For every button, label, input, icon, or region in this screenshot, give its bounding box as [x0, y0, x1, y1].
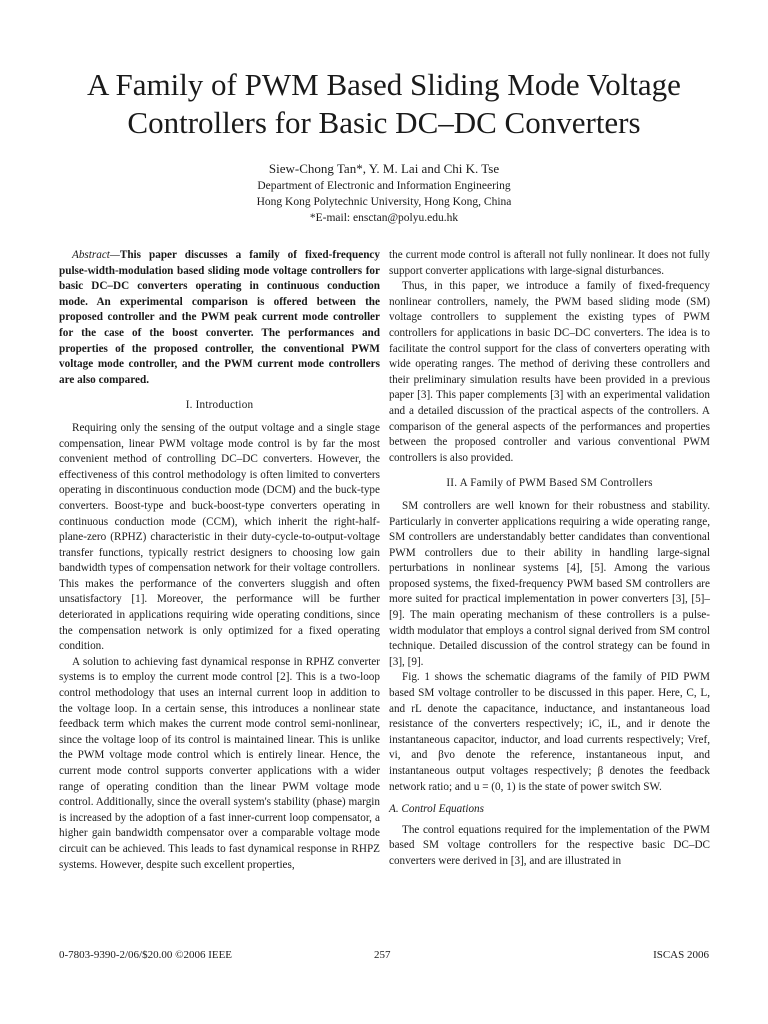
section2-paragraph-2: Fig. 1 shows the schematic diagrams of the family of PID PWM based SM voltage controller to be discussed in this paper. Here, C, L, and rL denote the capacitance, inductance, and instantaneous load resistance of the converters respectively; iC, iL, and ir denote the instantaneous capacitor, inductor, and load currents respectively; Vref, vi, and βvo denote the reference, instantaneous input, and instantaneous output voltages respectively; β denotes the feedback network ratio; and u = (0, 1) is the state of power switch SW.	[389, 671, 710, 793]
affiliation-department: Department of Electronic and Information Engineering	[257, 180, 511, 192]
title-line-2: Controllers for Basic DC–DC Converters	[127, 105, 641, 140]
intro-paragraph-3: the current mode control is afterall not fully nonlinear. It does not fully support converter applications with large-signal disturbances.	[389, 249, 710, 277]
abstract	[59, 248, 380, 388]
affiliation-email: *E-mail: ensctan@polyu.edu.hk	[309, 212, 459, 224]
subsection-a-paragraph-1: The control equations required for the implementation of the PWM based SM voltage controllers for the respective basic DC–DC converters were derived in [3], and are illustrated in	[389, 823, 710, 867]
footer-conference: ISCAS 2006	[653, 949, 709, 961]
subsection-heading-control-equations: A. Control Equations	[389, 803, 484, 816]
author-list: Siew-Chong Tan*, Y. M. Lai and Chi K. Tse	[268, 161, 500, 176]
footer-copyright: 0-7803-9390-2/06/$20.00 ©2006 IEEE	[59, 949, 233, 961]
right-column	[389, 248, 710, 870]
intro-paragraph-2: A solution to achieving fast dynamical response in RPHZ converter systems is to employ the current mode control [2]. This is a two-loop control methodology that uses an internal current loop in addition to the voltage loop. In a certain sense, this introduces a nonlinear state feedback term which makes the current mode control semi-nonlinear, since the voltage loop of its control is maintained linear. This is unlike the PWM voltage mode control which is entirely linear. Hence, the current mode control supports converter applications with a wider range of operating condition than the linear PWM voltage mode control. Additionally, since the overall system's stability (phase) margin is increased by the adoption of a fast inner-current loop compensator, a higher gain bandwidth compensator over a comparable voltage mode circuit can be achieved. This leads to fast dynamical response in RHPZ systems. However, despite such excellent properties,	[59, 655, 380, 871]
paper-title	[40, 66, 728, 142]
section-heading-family: II. A Family of PWM Based SM Controllers	[446, 477, 653, 490]
intro-paragraph-1: Requiring only the sensing of the output voltage and a single stage compensation, linear PWM voltage mode control is by far the most convenient method of controlling DC–DC converters. However, the effectiveness of this control methodology is often limited to converters operating in discontinuous conduction mode (DCM) and the buck-type converters. Boost-type and buck-boost-type converters operating in continuous conduction mode (CCM), which inherit the right-half-plane-zero (RPHZ) characteristic in their duty-cycle-to-output-voltage transfer functions, typically restrict designers to choosing low gain bandwidth types of compensation network for their voltage controllers. This makes the performance of the converters sluggish and often unsatisfactory [1]. Moreover, the performance will be further deteriorated in applications requiring wide operating conditions, since the compensation network is only optimized for a fixed operating condition.	[59, 421, 380, 653]
abstract-text: This paper discusses a family of fixed-frequency pulse-width-modulation based sliding mode voltage controllers for basic DC–DC converters operating in continuous conduction mode. An experimental comparison is offered between the proposed controller and the PWM peak current mode controller for the case of the boost converter. The performances and properties of the proposed controller, the conventional PWM voltage mode controller, and the PWM current mode controllers are also compared.	[59, 249, 380, 386]
section2-paragraph-1: SM controllers are well known for their robustness and stability. Particularly in converter applications requiring a wide operating range, SM controllers are understandably better candidates than conventional PWM controllers due to their ability in handling large-signal perturbations in nonlinear systems [4], [5]. Among the various proposed systems, the fixed-frequency PWM based SM controllers are more suited for practical implementation in power converters [3], [5]–[9]. The main operating mechanism of these controllers is a pulse-width modulator that employs a control signal derived from SM control technique. Detailed discussion of the control strategy can be found in [3], [9].	[389, 499, 710, 668]
page-number: 257	[374, 949, 391, 961]
affiliation-university: Hong Kong Polytechnic University, Hong Kong, China	[256, 196, 512, 208]
title-line-1: A Family of PWM Based Sliding Mode Voltage	[87, 67, 681, 102]
affiliation	[40, 178, 728, 226]
left-column	[59, 248, 380, 873]
section-heading-introduction: I. Introduction	[185, 399, 254, 412]
abstract-label: Abstract—	[72, 249, 120, 261]
intro-paragraph-4: Thus, in this paper, we introduce a family of fixed-frequency nonlinear controllers, namely, the PWM based sliding mode (SM) voltage controllers to supplement the existing types of PWM controllers for applications in basic DC–DC converters. The idea is to facilitate the control support for the class of converters operating with wide operating ranges. The method of deriving these controllers and their preliminary simulation results have been provided in a previous paper [3]. This paper complements [3] with an experimental validation and a detailed discussion of the practical aspects of the controllers. A comparison of the general aspects of the performances and properties between the proposed controller and various conventional PWM controllers is also provided.	[389, 280, 710, 464]
